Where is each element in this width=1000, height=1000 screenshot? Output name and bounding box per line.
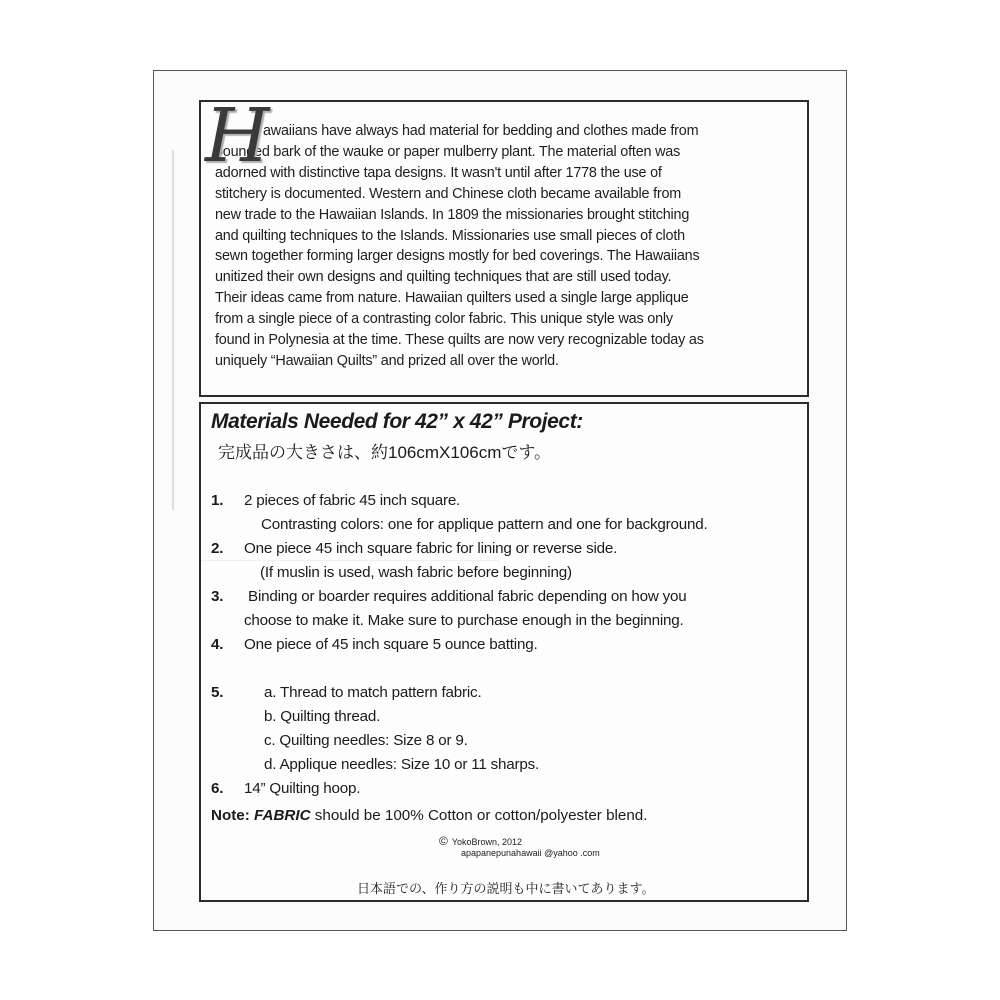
item-subpoint: c. Quilting needles: Size 8 or 9. <box>264 732 468 749</box>
history-text <box>205 93 805 372</box>
item-number: 3. <box>211 588 224 605</box>
history-line: uniquely “Hawaiian Quilts” and prized all over the world. <box>215 352 559 369</box>
list-item <box>211 780 360 797</box>
item-number: 6. <box>211 780 224 797</box>
item-text: 2 pieces of fabric 45 inch square. <box>244 492 461 509</box>
item-text: One piece 45 inch square fabric for lining or reverse side. <box>244 540 618 557</box>
history-line: Their ideas came from nature. Hawaiian quilters used a single large applique <box>215 290 689 307</box>
item-text: Binding or boarder requires additional fabric depending on how you <box>244 588 687 605</box>
history-line: sewn together forming larger designs mostly for bed coverings. The Hawaiians <box>215 248 700 265</box>
item-subpoint: b. Quilting thread. <box>264 708 381 725</box>
item-number: 4. <box>211 636 224 653</box>
history-line: unitized their own designs and quilting techniques that are still used today. <box>215 269 672 286</box>
note-fabric-word: FABRIC <box>254 807 311 824</box>
history-box <box>199 93 809 397</box>
history-line: found in Polynesia at the time. These quilts are now very recognizable today as <box>215 332 704 349</box>
history-line: and quilting techniques to the Islands. Missionaries use small pieces of cloth <box>215 227 685 244</box>
history-line: adorned with distinctive tapa designs. It wasn't until after 1778 the use of <box>215 164 662 181</box>
item-text: 14” Quilting hoop. <box>244 780 361 797</box>
ghost-rule <box>172 150 174 510</box>
materials-box <box>199 402 809 902</box>
drop-cap-letter: H <box>205 93 270 179</box>
item-number: 5. <box>211 684 224 701</box>
credit-name: YokoBrown, 2012 <box>451 837 523 847</box>
history-line: pounded bark of the wauke or paper mulberry plant. The material often was <box>215 143 681 160</box>
history-line: from a single piece of a contrasting color fabric. This unique style was only <box>215 311 673 328</box>
item-number: 1. <box>211 492 224 509</box>
materials-title: Materials Needed for 42” x 42” Project: <box>211 410 583 433</box>
item-number: 2. <box>211 540 224 557</box>
fabric-note <box>211 807 647 824</box>
item-text: One piece of 45 inch square 5 ounce batting. <box>244 636 538 653</box>
list-item <box>211 492 460 509</box>
copyright-credit <box>439 836 600 859</box>
footer-jp-note: 日本語での、作り方の説明も中に書いてあります。 <box>357 881 655 896</box>
item-subpoint: d. Applique needles: Size 10 or 11 sharps. <box>264 756 540 773</box>
item-continuation: (If muslin is used, wash fabric before beginning) <box>260 564 572 581</box>
history-line: new trade to the Hawaiian Islands. In 1809 the missionaries brought stitching <box>215 206 690 223</box>
item-continuation: Contrasting colors: one for applique pattern and one for background. <box>261 516 708 533</box>
history-line: stitchery is documented. Western and Chinese cloth became available from <box>215 185 682 202</box>
list-item <box>211 540 617 557</box>
copyright-icon: © <box>439 834 448 848</box>
history-line: awaiians have always had material for bedding and clothes made from <box>263 123 699 139</box>
list-item <box>211 684 244 701</box>
list-item <box>211 636 537 653</box>
list-item <box>211 588 687 605</box>
item-subpoint: a. Thread to match pattern fabric. <box>264 684 482 701</box>
credit-email: apapanepunahawaii @yahoo .com <box>461 848 600 858</box>
note-text: should be 100% Cotton or cotton/polyester blend. <box>310 807 648 824</box>
item-continuation: choose to make it. Make sure to purchase enough in the beginning. <box>244 612 684 629</box>
materials-subtitle-jp: 完成品の大きさは、約106cmX106cmです。 <box>218 443 552 462</box>
note-label: Note: <box>211 807 250 824</box>
